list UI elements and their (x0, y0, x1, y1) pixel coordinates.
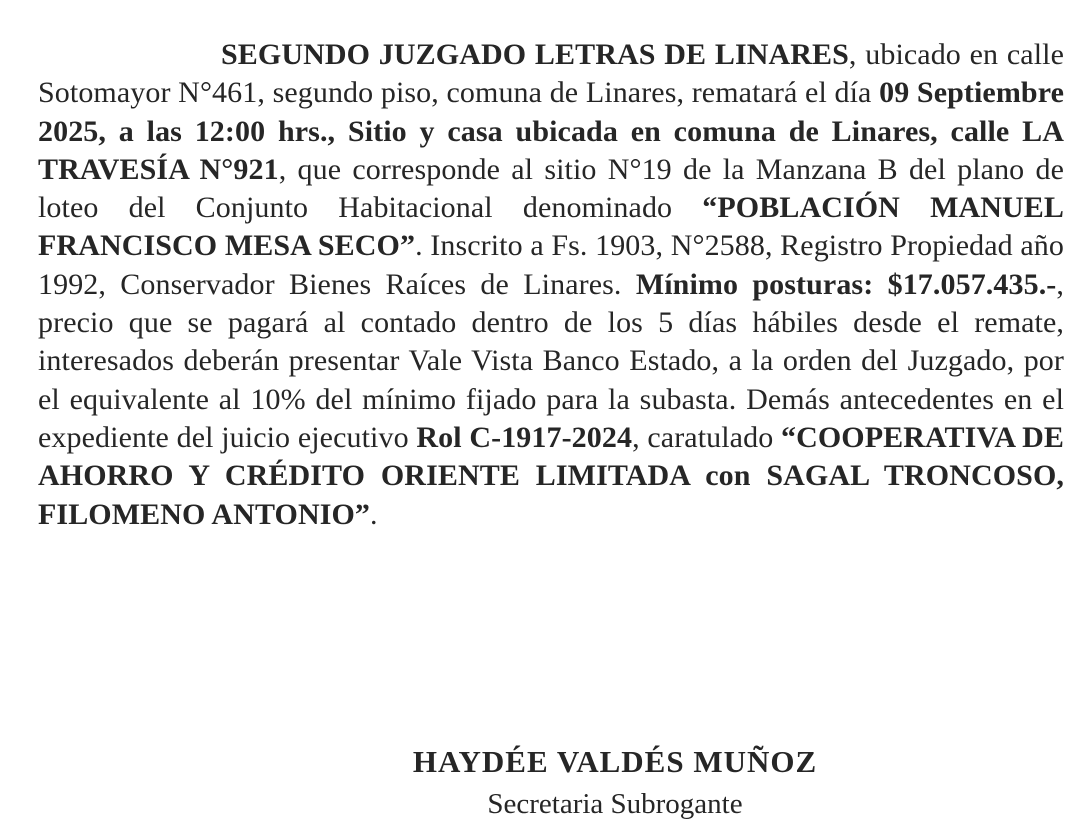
housing-project-name: “POBLACIÓN MANUEL FRANCISCO MESA SECO” (38, 191, 1064, 263)
notice-paragraph (38, 36, 1064, 534)
signatory-title: Secretaria Subrogante (487, 788, 743, 820)
notice-text: , precio que se pagará al contado dentro de los 5 días hábiles desde el remate, interesados deberán presentar Vale Vista Banco Estado, a la orden del Juzgado, por el equivalente al 10% del mínimo fijado para la subasta. Demás antecedentes en el expediente del juicio ejecutivo (38, 267, 1064, 454)
court-name: SEGUNDO JUZGADO LETRAS DE LINARES (221, 38, 849, 71)
signatory-name: HAYDÉE VALDÉS MUÑOZ (412, 744, 818, 779)
notice-text: , que corresponde al sitio N°19 de la Manzana B del plano de loteo del Conjunto Habitacional denominado (38, 152, 1064, 225)
notice-text: . (370, 497, 378, 531)
notice-text: , ubicado en calle Sotomayor N°461, segundo piso, comuna de Linares, rematará el día (38, 38, 1064, 110)
notice-text: . Inscrito a Fs. 1903, N°2588, Registro Propiedad año 1992, Conservador Bienes Raíces de Linares. (38, 229, 1064, 301)
case-number: Rol C-1917-2024 (416, 420, 633, 454)
auction-notice (38, 36, 1064, 534)
minimum-bid: Mínimo posturas: $17.057.435.- (635, 267, 1057, 301)
auction-date-and-property: 09 Septiembre 2025, a las 12:00 hrs., Sitio y casa ubicada en comuna de Linares, calle LA TRAVESÍA N°921 (38, 76, 1065, 186)
notice-text: , caratulado (632, 420, 781, 454)
case-title: “COOPERATIVA DE AHORRO Y CRÉDITO ORIENTE LIMITADA con SAGAL TRONCOSO, FILOMENO ANTONIO” (38, 420, 1064, 531)
